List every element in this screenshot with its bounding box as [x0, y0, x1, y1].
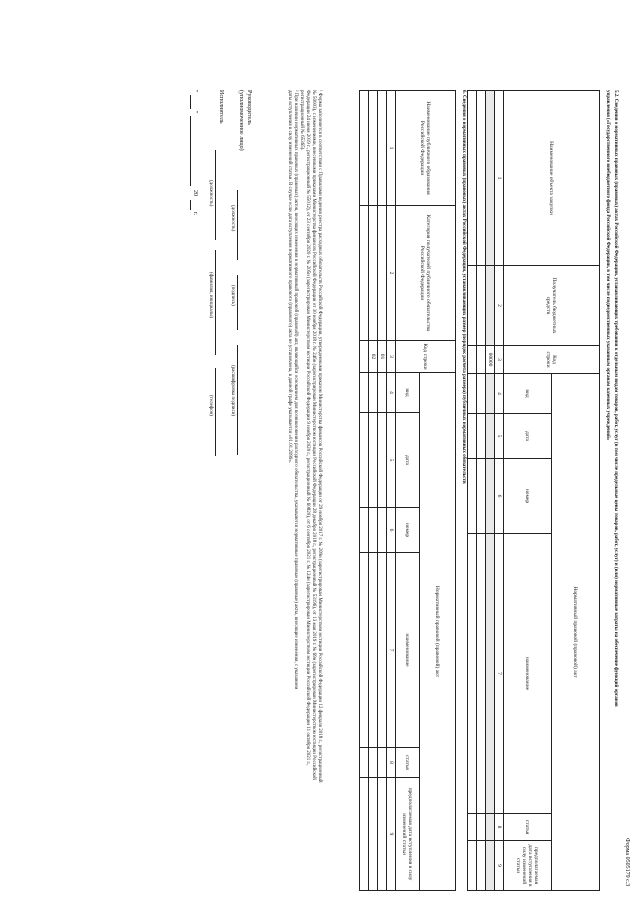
- table-cell: [378, 91, 387, 206]
- table-cell: [360, 206, 369, 341]
- col-num: 9: [387, 778, 396, 891]
- table-cell: [468, 534, 477, 814]
- table-cell: [477, 91, 486, 266]
- table-cell: [378, 553, 387, 748]
- table-cell: [378, 508, 387, 553]
- footnote-line: регистрационный № 65365).: [299, 90, 304, 151]
- col-num: 3: [387, 341, 396, 373]
- footnote-line: даты вступления в силу изменений статьи. В случае если дата вступления нормативного правового (правового) акта не установлена, в данной графе указывается «01.01.2099».: [287, 90, 292, 464]
- row-code: 01: [378, 341, 387, 373]
- col-num: 1: [387, 91, 396, 206]
- col-num: 6: [495, 459, 504, 534]
- table-cell: [468, 346, 477, 374]
- table-cell: [468, 91, 477, 266]
- head-position-line: [237, 190, 238, 260]
- caption-phone: (телефон): [208, 395, 213, 416]
- col-num: 9: [495, 841, 504, 891]
- table-cell: [369, 508, 378, 553]
- exec-position-line: [215, 150, 216, 240]
- header-article: статья: [396, 748, 420, 778]
- caption-fio: (фамилия, инициалы): [208, 272, 213, 319]
- col-num: 4: [495, 374, 504, 414]
- table-cell: [486, 814, 495, 841]
- table-cell: [378, 373, 387, 413]
- table-cell: [486, 414, 495, 459]
- col-num: 3: [495, 346, 504, 374]
- table-cell: [369, 778, 378, 891]
- table-cell: [369, 91, 378, 206]
- header-title: наименование: [504, 534, 552, 814]
- table-cell: [477, 266, 486, 346]
- header-article: статья: [504, 814, 552, 841]
- caption-signature: (подпись): [230, 285, 235, 306]
- year-prefix: 20: [192, 190, 198, 196]
- header-legal-act: Нормативный правовой (правовой) акт: [552, 374, 600, 891]
- header-date: дата: [504, 414, 552, 459]
- section-5-2-title-line2: управления («Государственного внебюджетного фонда Российской Федерации, в том числе подведомственных указанным органам казенных учреждений»: [605, 90, 610, 441]
- table-cell: [468, 841, 477, 891]
- header-type: вид: [396, 373, 420, 413]
- table-cell: [477, 414, 486, 459]
- caption-position: (должность): [230, 205, 235, 232]
- table-cell: [468, 814, 477, 841]
- table-cell: [369, 413, 378, 508]
- header-date: дата: [396, 413, 420, 508]
- section-6-table: [359, 90, 456, 891]
- header-number: номер: [396, 508, 420, 553]
- exec-name-line: [215, 250, 216, 355]
- col-num: 2: [387, 206, 396, 341]
- footnote-line: Федерации 24 июня 2019 г., регистрационный № 55012), от 23 сентября 2020 г. № 205н (зарегистрирован Министерством юстиции Российской Федерации 9 ноября 2020 г., регистрационный № 60820), от 6 сентября 2021 г. № 124н (зарегистрирован Министерством юстиции Российской Федерации 11 октября 2021 г.,: [305, 90, 310, 766]
- col-num: 1: [495, 91, 504, 266]
- table-cell: [468, 266, 477, 346]
- total-row-code: 00000: [486, 346, 495, 374]
- header-type: вид: [504, 374, 552, 414]
- table-cell: [477, 534, 486, 814]
- table-cell: [360, 341, 369, 373]
- table-cell: [360, 778, 369, 891]
- header-title: наименование: [396, 553, 420, 748]
- date-quote-open: ": [192, 90, 198, 93]
- table-cell: [477, 346, 486, 374]
- header-row-code: Код строки: [504, 346, 600, 374]
- table-cell: [360, 373, 369, 413]
- header-number: номер: [504, 459, 552, 534]
- table-cell: [378, 748, 387, 778]
- header-effective-date: предполагаемая дата вступления в силу изменений статьи: [396, 778, 420, 891]
- table-cell: [468, 459, 477, 534]
- col-num: 8: [387, 748, 396, 778]
- section-5-2-table: [467, 90, 600, 891]
- table-cell: [468, 414, 477, 459]
- table-cell: [486, 374, 495, 414]
- table-cell: [360, 508, 369, 553]
- exec-phone-line: [215, 368, 216, 456]
- table-cell: [468, 374, 477, 414]
- header-recipient: Получатель бюджетных средств: [504, 266, 600, 346]
- row-code: 02: [369, 341, 378, 373]
- col-num: 5: [495, 414, 504, 459]
- head-label: Руководитель: [246, 90, 252, 125]
- table-cell: [486, 266, 495, 346]
- col-num: 5: [387, 413, 396, 508]
- table-cell: [369, 553, 378, 748]
- footnote-line: № 50003), с изменениями, внесенными приказами Министерства финансов Российской Федерации от 30 ноября 2018 г. № 246н (зарегистрирован Министерством юстиции Российской Федерации 28 декабря 2018 г., регистрационный № 53196), от 13 мая 2019 г. № 69н (зарегистрирован Министерством юстиции Российской: [311, 90, 316, 780]
- year-line: [190, 200, 191, 210]
- table-cell: [369, 206, 378, 341]
- table-cell: [486, 91, 495, 266]
- table-cell: [477, 841, 486, 891]
- section-6-title: 6. Сведения о нормативных правовых (правовых) актах Российской Федерации, устанавливающих размер (порядок расчета размера) публичных нормативных обязательств: [461, 90, 466, 484]
- col-num: 8: [495, 814, 504, 841]
- head-label-sub: (уполномоченное лицо): [238, 90, 244, 151]
- table-cell: [378, 206, 387, 341]
- footnote-line: ¹ Форма заполняется в соответствии с Правилами ведения реестра расходных обязательств Российской Федерации, утвержденными приказом Министерства финансов Российской Федерации от 29 ноября 2017 г. № 209н (зарегистрирован Министерством юстиции Российской Федерации 12 февраля 2018 г., регистрационный: [317, 90, 322, 783]
- header-recipient-category: Категория получателей публичного обязательства Российской Федерации: [396, 206, 456, 341]
- col-num: 7: [495, 534, 504, 814]
- caption-decoding: (расшифровка подписи): [230, 365, 235, 417]
- header-effective-date: предполагаемая дата вступления в силу изменений статьи: [504, 841, 552, 891]
- head-decoding-line: [237, 345, 238, 455]
- table-cell: [369, 748, 378, 778]
- date-quote-close: ": [192, 111, 198, 114]
- footnote-line: ² При наличии нормативных правовых (правовых) актов, вносящих изменения в нормативный правовой (правовой) акт, являющийся основанием для возникновения расходного обязательства, указываются нормативные правовые (правовые) акты, вносящие изменения, с указанием: [293, 90, 298, 690]
- table-cell: [477, 814, 486, 841]
- executor-label: Исполнитель: [218, 90, 224, 124]
- section-5-2-title-line1: 5.2. Сведения о нормативных правовых (правовых) актах Российской Федерации, устанавливающих требования к отдельным видам товаров, работ, услуг (в том числе предельные цены товаров, работ, услуг) и (или) нормативные затраты на обеспечение функций органов: [613, 90, 618, 707]
- col-num: 7: [387, 553, 396, 748]
- table-cell: [378, 778, 387, 891]
- table-cell: [486, 841, 495, 891]
- table-cell: [477, 459, 486, 534]
- form-code: Форма 0505179 с.3: [624, 838, 630, 887]
- table-cell: [360, 91, 369, 206]
- day-line: [190, 95, 191, 109]
- month-line: [190, 116, 191, 186]
- col-num: 6: [387, 508, 396, 553]
- table-cell: [360, 413, 369, 508]
- table-cell: [477, 374, 486, 414]
- table-cell: [486, 459, 495, 534]
- table-cell: [360, 748, 369, 778]
- table-cell: [486, 534, 495, 814]
- header-object-name: Наименование объекта закупки: [504, 91, 600, 266]
- table-cell: [378, 413, 387, 508]
- table-cell: [360, 553, 369, 748]
- year-suffix: г.: [192, 212, 198, 216]
- header-row-code: Код строки: [396, 341, 456, 373]
- col-num: 4: [387, 373, 396, 413]
- head-signature-line: [237, 275, 238, 330]
- col-num: 2: [495, 266, 504, 346]
- caption-position: (должность): [208, 180, 213, 207]
- header-legal-act: Нормативный правовой (правовой) акт: [420, 373, 456, 891]
- header-public-entity: Наименование публичного образования Российской Федерации: [396, 91, 456, 206]
- table-cell: [369, 373, 378, 413]
